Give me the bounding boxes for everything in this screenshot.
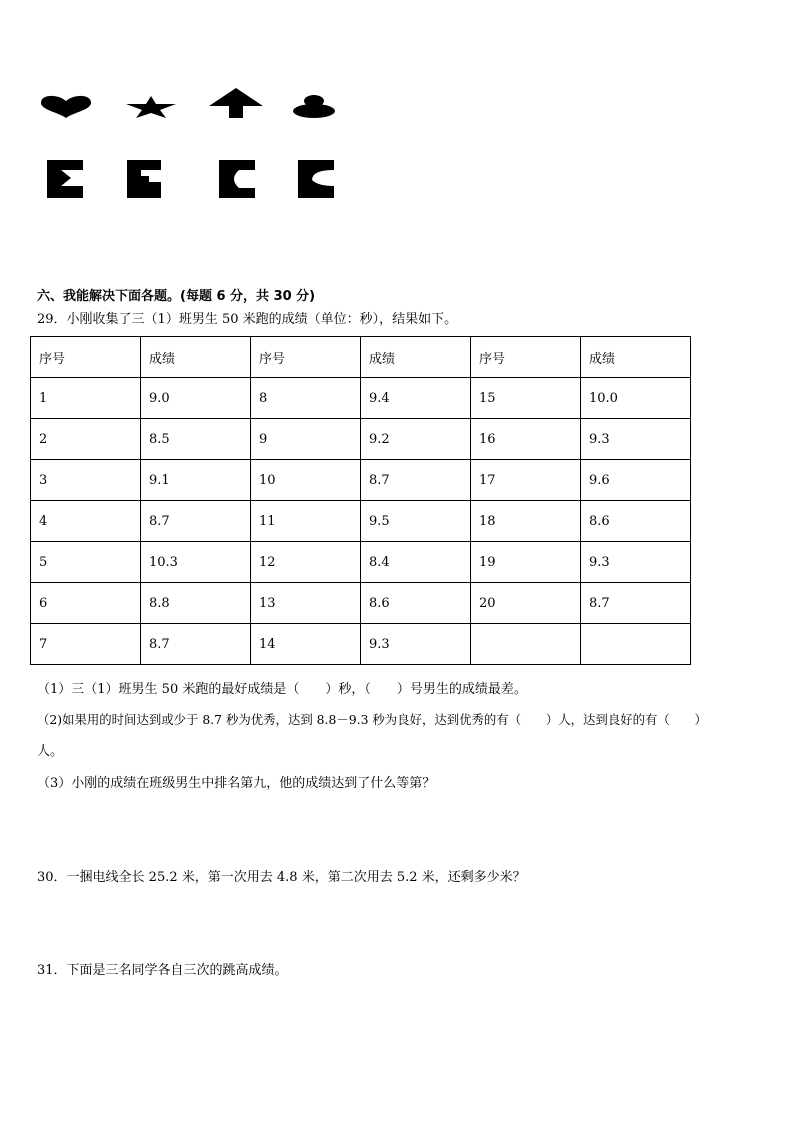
table-cell: 5 bbox=[31, 542, 141, 583]
table-cell: 9.5 bbox=[361, 501, 471, 542]
e-shape-1-icon bbox=[47, 160, 83, 198]
table-row bbox=[31, 501, 691, 542]
table-cell: 10.0 bbox=[581, 378, 691, 419]
table-header-cell: 序号 bbox=[31, 337, 141, 378]
table-cell: 19 bbox=[471, 542, 581, 583]
table-cell: 1 bbox=[31, 378, 141, 419]
table-cell bbox=[471, 624, 581, 665]
question-29-sub1: （1）三（1）班男生 50 米跑的最好成绩是（ ）秒，（ ）号男生的成绩最差。 bbox=[37, 682, 527, 697]
table-cell: 11 bbox=[251, 501, 361, 542]
table-cell: 9.3 bbox=[581, 542, 691, 583]
table-cell: 3 bbox=[31, 460, 141, 501]
table-cell: 8.7 bbox=[141, 624, 251, 665]
table-cell: 16 bbox=[471, 419, 581, 460]
table-cell: 8.6 bbox=[361, 583, 471, 624]
table-cell: 9.3 bbox=[581, 419, 691, 460]
table-header-cell: 序号 bbox=[471, 337, 581, 378]
table-cell: 9.1 bbox=[141, 460, 251, 501]
table-header-cell: 序号 bbox=[251, 337, 361, 378]
table-row bbox=[31, 378, 691, 419]
table-cell: 9.4 bbox=[361, 378, 471, 419]
e-shape-4-icon bbox=[298, 160, 334, 198]
arrow-up-icon bbox=[209, 88, 263, 118]
table-cell: 12 bbox=[251, 542, 361, 583]
table-cell: 8 bbox=[251, 378, 361, 419]
question-29-intro: 29．小刚收集了三（1）班男生 50 米跑的成绩（单位：秒），结果如下。 bbox=[37, 312, 458, 327]
table-cell: 13 bbox=[251, 583, 361, 624]
table-cell: 14 bbox=[251, 624, 361, 665]
table-cell: 15 bbox=[471, 378, 581, 419]
table-cell: 18 bbox=[471, 501, 581, 542]
table-cell: 17 bbox=[471, 460, 581, 501]
e-shape-2-icon bbox=[127, 160, 161, 198]
table-header-cell: 成绩 bbox=[581, 337, 691, 378]
table-cell: 8.8 bbox=[141, 583, 251, 624]
table-header-cell: 成绩 bbox=[141, 337, 251, 378]
heart-icon bbox=[40, 94, 92, 118]
table-row bbox=[31, 542, 691, 583]
table-cell: 6 bbox=[31, 583, 141, 624]
table-cell: 10.3 bbox=[141, 542, 251, 583]
table-cell: 2 bbox=[31, 419, 141, 460]
scores-table bbox=[30, 336, 691, 665]
question-29-sub2-line2: 人。 bbox=[37, 744, 64, 759]
table-row bbox=[31, 624, 691, 665]
snowman-icon bbox=[293, 94, 335, 118]
table-cell: 8.7 bbox=[581, 583, 691, 624]
table-cell: 9.3 bbox=[361, 624, 471, 665]
table-row bbox=[31, 460, 691, 501]
table-cell: 20 bbox=[471, 583, 581, 624]
table-cell: 8.4 bbox=[361, 542, 471, 583]
table-cell: 9 bbox=[251, 419, 361, 460]
table-header-cell: 成绩 bbox=[361, 337, 471, 378]
question-29-sub2-line1: （2)如果用的时间达到或少于 8.7 秒为优秀，达到 8.8－9.3 秒为良好，达到优秀的有（ ）人，达到良好的有（ ） bbox=[37, 712, 707, 727]
table-cell: 9.6 bbox=[581, 460, 691, 501]
table-header-row bbox=[31, 337, 691, 378]
question-30: 30．一捆电线全长 25.2 米，第一次用去 4.8 米，第二次用去 5.2 米，还剩多少米？ bbox=[37, 870, 526, 885]
table-cell bbox=[581, 624, 691, 665]
table-row bbox=[31, 419, 691, 460]
table-cell: 8.6 bbox=[581, 501, 691, 542]
star-icon bbox=[126, 96, 176, 118]
table-cell: 8.5 bbox=[141, 419, 251, 460]
table-cell: 4 bbox=[31, 501, 141, 542]
section-title: 六、我能解决下面各题。(每题 6 分，共 30 分) bbox=[37, 289, 316, 304]
e-shape-3-icon bbox=[219, 160, 255, 198]
table-cell: 7 bbox=[31, 624, 141, 665]
table-row bbox=[31, 583, 691, 624]
table-cell: 9.0 bbox=[141, 378, 251, 419]
table-cell: 10 bbox=[251, 460, 361, 501]
question-31: 31．下面是三名同学各自三次的跳高成绩。 bbox=[37, 963, 288, 978]
question-29-sub3: （3）小刚的成绩在班级男生中排名第九，他的成绩达到了什么等第？ bbox=[37, 776, 436, 791]
table-cell: 8.7 bbox=[141, 501, 251, 542]
table-cell: 8.7 bbox=[361, 460, 471, 501]
table-cell: 9.2 bbox=[361, 419, 471, 460]
